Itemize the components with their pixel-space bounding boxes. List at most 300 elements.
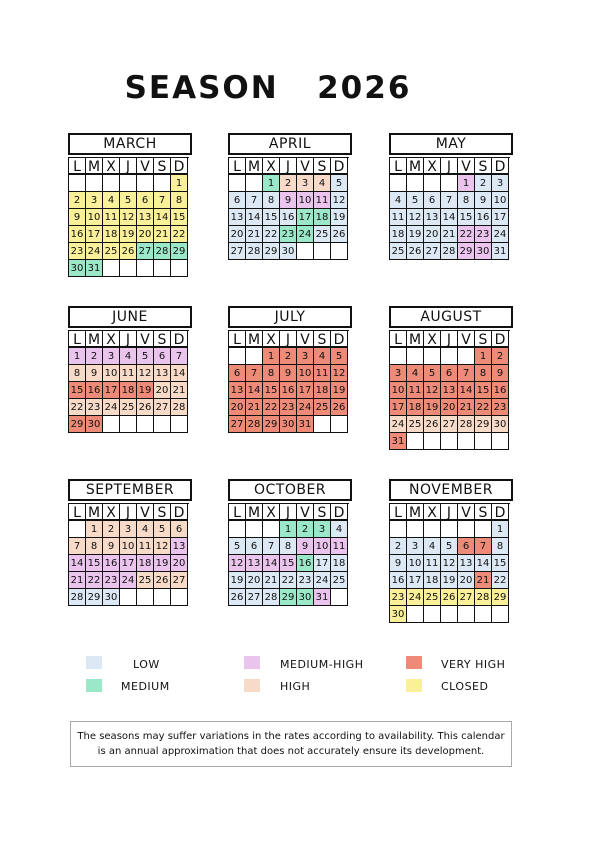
day-cell: 20 (171, 555, 188, 572)
weekday-header: S (475, 504, 492, 521)
weekday-header: J (441, 331, 458, 348)
day-cell: 13 (137, 209, 154, 226)
day-cell: 27 (154, 399, 171, 416)
weekday-header: D (171, 158, 188, 175)
empty-cell (458, 348, 475, 365)
day-cell: 12 (331, 192, 348, 209)
weekday-header: S (314, 331, 331, 348)
day-cell: 13 (154, 365, 171, 382)
empty-cell (137, 175, 154, 192)
day-cell: 16 (280, 209, 297, 226)
empty-cell (103, 260, 120, 277)
weekday-header: D (492, 158, 509, 175)
weekday-header: X (424, 158, 441, 175)
day-cell: 28 (246, 243, 263, 260)
day-cell: 15 (69, 382, 86, 399)
day-cell: 18 (314, 382, 331, 399)
day-cell: 13 (458, 555, 475, 572)
day-cell: 8 (280, 538, 297, 555)
month-name: NOVEMBER (389, 479, 513, 501)
day-cell: 4 (120, 348, 137, 365)
empty-cell (263, 521, 280, 538)
day-cell: 16 (475, 209, 492, 226)
day-cell: 30 (297, 589, 314, 606)
month-september (68, 479, 192, 606)
weekday-header: V (297, 158, 314, 175)
day-cell: 17 (314, 555, 331, 572)
day-cell: 25 (103, 243, 120, 260)
legend-label: MEDIUM-HIGH (280, 658, 364, 671)
day-cell: 1 (458, 175, 475, 192)
day-cell: 23 (297, 572, 314, 589)
empty-cell (229, 175, 246, 192)
day-cell: 16 (390, 572, 407, 589)
day-cell: 1 (263, 348, 280, 365)
empty-cell (458, 433, 475, 450)
empty-cell (441, 175, 458, 192)
empty-cell (475, 521, 492, 538)
weekday-header: D (331, 504, 348, 521)
day-cell: 13 (171, 538, 188, 555)
day-cell: 6 (229, 192, 246, 209)
day-cell: 2 (280, 175, 297, 192)
legend-swatch (244, 679, 260, 692)
empty-cell (154, 589, 171, 606)
day-cell: 6 (441, 365, 458, 382)
day-cell: 9 (69, 209, 86, 226)
month-grid (389, 330, 510, 450)
day-cell: 6 (458, 538, 475, 555)
day-cell: 7 (69, 538, 86, 555)
day-cell: 15 (280, 555, 297, 572)
day-cell: 10 (492, 192, 509, 209)
day-cell: 30 (103, 589, 120, 606)
empty-cell (314, 243, 331, 260)
weekday-header: M (246, 158, 263, 175)
weekday-header: J (120, 158, 137, 175)
day-cell: 29 (263, 243, 280, 260)
empty-cell (103, 416, 120, 433)
day-cell: 3 (86, 192, 103, 209)
day-cell: 9 (297, 538, 314, 555)
weekday-header: L (229, 331, 246, 348)
day-cell: 22 (171, 226, 188, 243)
empty-cell (246, 348, 263, 365)
empty-cell (424, 348, 441, 365)
day-cell: 28 (441, 243, 458, 260)
weekday-header: S (314, 504, 331, 521)
day-cell: 10 (120, 538, 137, 555)
weekday-header: V (297, 331, 314, 348)
weekday-header: J (120, 504, 137, 521)
day-cell: 14 (441, 209, 458, 226)
empty-cell (154, 416, 171, 433)
day-cell: 21 (154, 226, 171, 243)
month-august (389, 306, 513, 450)
month-july (228, 306, 352, 433)
month-grid (389, 157, 510, 260)
day-cell: 5 (154, 521, 171, 538)
weekday-header: X (263, 158, 280, 175)
day-cell: 15 (458, 209, 475, 226)
empty-cell (137, 589, 154, 606)
weekday-header: X (424, 331, 441, 348)
day-cell: 19 (120, 226, 137, 243)
day-cell: 2 (69, 192, 86, 209)
day-cell: 20 (424, 226, 441, 243)
empty-cell (390, 521, 407, 538)
day-cell: 5 (441, 538, 458, 555)
day-cell: 29 (263, 416, 280, 433)
empty-cell (331, 589, 348, 606)
day-cell: 23 (475, 226, 492, 243)
day-cell: 17 (120, 555, 137, 572)
day-cell: 22 (475, 399, 492, 416)
empty-cell (154, 175, 171, 192)
empty-cell (137, 416, 154, 433)
day-cell: 24 (314, 572, 331, 589)
day-cell: 17 (103, 382, 120, 399)
day-cell: 22 (280, 572, 297, 589)
day-cell: 28 (263, 589, 280, 606)
day-cell: 27 (424, 243, 441, 260)
day-cell: 4 (331, 521, 348, 538)
month-name: AUGUST (389, 306, 513, 328)
empty-cell (246, 175, 263, 192)
day-cell: 4 (314, 348, 331, 365)
day-cell: 25 (120, 399, 137, 416)
day-cell: 5 (331, 348, 348, 365)
weekday-header: L (229, 504, 246, 521)
day-cell: 11 (314, 365, 331, 382)
legend-swatch (86, 656, 102, 669)
day-cell: 11 (137, 538, 154, 555)
day-cell: 17 (297, 382, 314, 399)
day-cell: 13 (229, 209, 246, 226)
month-name: OCTOBER (228, 479, 352, 501)
empty-cell (407, 521, 424, 538)
empty-cell (441, 521, 458, 538)
notice-text: The seasons may suffer variations in the rates according to availability. This calendar is an annual approximation that does not accurately ensure its development. (77, 731, 505, 757)
day-cell: 6 (424, 192, 441, 209)
empty-cell (424, 175, 441, 192)
day-cell: 8 (458, 192, 475, 209)
day-cell: 19 (407, 226, 424, 243)
day-cell: 9 (103, 538, 120, 555)
day-cell: 11 (331, 538, 348, 555)
day-cell: 22 (86, 572, 103, 589)
month-name: SEPTEMBER (68, 479, 192, 501)
day-cell: 18 (424, 572, 441, 589)
day-cell: 11 (314, 192, 331, 209)
day-cell: 23 (103, 572, 120, 589)
day-cell: 7 (246, 365, 263, 382)
day-cell: 24 (297, 226, 314, 243)
weekday-header: L (69, 331, 86, 348)
weekday-header: J (120, 331, 137, 348)
day-cell: 28 (475, 589, 492, 606)
empty-cell (331, 416, 348, 433)
day-cell: 7 (171, 348, 188, 365)
day-cell: 26 (424, 416, 441, 433)
weekday-header: D (331, 331, 348, 348)
day-cell: 21 (458, 399, 475, 416)
empty-cell (441, 348, 458, 365)
day-cell: 18 (331, 555, 348, 572)
day-cell: 1 (86, 521, 103, 538)
weekday-header: V (137, 504, 154, 521)
month-april (228, 133, 352, 260)
day-cell: 6 (171, 521, 188, 538)
day-cell: 15 (263, 382, 280, 399)
empty-cell (407, 606, 424, 623)
day-cell: 10 (390, 382, 407, 399)
day-cell: 22 (263, 399, 280, 416)
day-cell: 26 (331, 226, 348, 243)
month-grid (228, 503, 349, 606)
weekday-header: V (458, 504, 475, 521)
weekday-header: D (171, 504, 188, 521)
day-cell: 12 (229, 555, 246, 572)
day-cell: 12 (331, 365, 348, 382)
day-cell: 5 (331, 175, 348, 192)
day-cell: 1 (492, 521, 509, 538)
empty-cell (458, 521, 475, 538)
weekday-header: X (103, 504, 120, 521)
empty-cell (171, 416, 188, 433)
day-cell: 7 (441, 192, 458, 209)
empty-cell (475, 433, 492, 450)
day-cell: 1 (171, 175, 188, 192)
day-cell: 24 (120, 572, 137, 589)
day-cell: 3 (314, 521, 331, 538)
weekday-header: S (314, 158, 331, 175)
day-cell: 12 (424, 382, 441, 399)
day-cell: 4 (407, 365, 424, 382)
day-cell: 3 (120, 521, 137, 538)
day-cell: 2 (280, 348, 297, 365)
day-cell: 8 (69, 365, 86, 382)
day-cell: 28 (458, 416, 475, 433)
empty-cell (407, 175, 424, 192)
day-cell: 13 (246, 555, 263, 572)
month-october (228, 479, 352, 606)
day-cell: 28 (154, 243, 171, 260)
day-cell: 7 (458, 365, 475, 382)
day-cell: 1 (475, 348, 492, 365)
empty-cell (297, 243, 314, 260)
day-cell: 2 (86, 348, 103, 365)
weekday-header: M (86, 331, 103, 348)
day-cell: 13 (229, 382, 246, 399)
weekday-header: M (407, 504, 424, 521)
empty-cell (120, 260, 137, 277)
month-grid (228, 330, 349, 433)
day-cell: 21 (246, 399, 263, 416)
day-cell: 3 (390, 365, 407, 382)
day-cell: 26 (229, 589, 246, 606)
empty-cell (475, 606, 492, 623)
day-cell: 29 (86, 589, 103, 606)
weekday-header: S (475, 158, 492, 175)
weekday-header: D (492, 331, 509, 348)
day-cell: 16 (86, 382, 103, 399)
day-cell: 30 (280, 243, 297, 260)
day-cell: 24 (407, 589, 424, 606)
day-cell: 14 (246, 209, 263, 226)
day-cell: 20 (137, 226, 154, 243)
weekday-header: M (86, 504, 103, 521)
day-cell: 5 (137, 348, 154, 365)
day-cell: 6 (229, 365, 246, 382)
day-cell: 4 (103, 192, 120, 209)
day-cell: 2 (390, 538, 407, 555)
day-cell: 21 (475, 572, 492, 589)
day-cell: 30 (475, 243, 492, 260)
legend-swatch (406, 679, 422, 692)
weekday-header: M (407, 158, 424, 175)
weekday-header: J (280, 158, 297, 175)
day-cell: 2 (103, 521, 120, 538)
day-cell: 18 (407, 399, 424, 416)
weekday-header: D (331, 158, 348, 175)
day-cell: 20 (229, 226, 246, 243)
day-cell: 6 (246, 538, 263, 555)
weekday-header: J (280, 504, 297, 521)
day-cell: 4 (137, 521, 154, 538)
day-cell: 18 (120, 382, 137, 399)
weekday-header: M (86, 158, 103, 175)
day-cell: 24 (297, 399, 314, 416)
day-cell: 11 (424, 555, 441, 572)
day-cell: 15 (86, 555, 103, 572)
weekday-header: V (137, 158, 154, 175)
weekday-header: V (458, 158, 475, 175)
day-cell: 31 (86, 260, 103, 277)
day-cell: 12 (154, 538, 171, 555)
day-cell: 28 (69, 589, 86, 606)
empty-cell (424, 433, 441, 450)
day-cell: 8 (171, 192, 188, 209)
day-cell: 17 (86, 226, 103, 243)
day-cell: 10 (297, 192, 314, 209)
month-grid (68, 503, 189, 606)
day-cell: 10 (314, 538, 331, 555)
empty-cell (86, 175, 103, 192)
weekday-header: M (246, 504, 263, 521)
day-cell: 22 (69, 399, 86, 416)
empty-cell (154, 260, 171, 277)
day-cell: 27 (229, 243, 246, 260)
day-cell: 31 (390, 433, 407, 450)
day-cell: 18 (103, 226, 120, 243)
day-cell: 27 (137, 243, 154, 260)
day-cell: 7 (154, 192, 171, 209)
day-cell: 17 (390, 399, 407, 416)
day-cell: 15 (263, 209, 280, 226)
weekday-header: L (390, 331, 407, 348)
day-cell: 16 (492, 382, 509, 399)
day-cell: 22 (492, 572, 509, 589)
day-cell: 9 (280, 365, 297, 382)
weekday-header: X (424, 504, 441, 521)
day-cell: 27 (441, 416, 458, 433)
day-cell: 19 (441, 572, 458, 589)
day-cell: 11 (407, 382, 424, 399)
weekday-header: D (171, 331, 188, 348)
day-cell: 31 (297, 416, 314, 433)
day-cell: 2 (475, 175, 492, 192)
day-cell: 9 (475, 192, 492, 209)
day-cell: 29 (458, 243, 475, 260)
empty-cell (229, 521, 246, 538)
weekday-header: M (407, 331, 424, 348)
month-november (389, 479, 513, 623)
day-cell: 2 (492, 348, 509, 365)
day-cell: 4 (390, 192, 407, 209)
day-cell: 12 (137, 365, 154, 382)
day-cell: 15 (492, 555, 509, 572)
day-cell: 23 (69, 243, 86, 260)
day-cell: 26 (137, 399, 154, 416)
weekday-header: S (154, 504, 171, 521)
day-cell: 6 (137, 192, 154, 209)
day-cell: 20 (154, 382, 171, 399)
day-cell: 14 (171, 365, 188, 382)
empty-cell (424, 521, 441, 538)
empty-cell (103, 175, 120, 192)
day-cell: 24 (492, 226, 509, 243)
day-cell: 4 (314, 175, 331, 192)
day-cell: 14 (475, 555, 492, 572)
month-grid (68, 157, 189, 277)
empty-cell (69, 521, 86, 538)
day-cell: 6 (154, 348, 171, 365)
day-cell: 18 (137, 555, 154, 572)
day-cell: 16 (280, 382, 297, 399)
day-cell: 15 (171, 209, 188, 226)
day-cell: 3 (297, 348, 314, 365)
day-cell: 26 (407, 243, 424, 260)
legend-label: HIGH (280, 680, 311, 693)
day-cell: 25 (407, 416, 424, 433)
empty-cell (246, 521, 263, 538)
weekday-header: L (229, 158, 246, 175)
day-cell: 17 (407, 572, 424, 589)
day-cell: 26 (154, 572, 171, 589)
weekday-header: V (137, 331, 154, 348)
day-cell: 10 (407, 555, 424, 572)
weekday-header: L (390, 504, 407, 521)
day-cell: 3 (297, 175, 314, 192)
day-cell: 12 (441, 555, 458, 572)
day-cell: 21 (263, 572, 280, 589)
day-cell: 22 (458, 226, 475, 243)
day-cell: 24 (103, 399, 120, 416)
day-cell: 19 (229, 572, 246, 589)
day-cell: 21 (171, 382, 188, 399)
day-cell: 14 (458, 382, 475, 399)
day-cell: 31 (314, 589, 331, 606)
day-cell: 29 (475, 416, 492, 433)
month-name: APRIL (228, 133, 352, 155)
day-cell: 28 (246, 416, 263, 433)
empty-cell (171, 589, 188, 606)
day-cell: 5 (120, 192, 137, 209)
day-cell: 22 (263, 226, 280, 243)
day-cell: 9 (86, 365, 103, 382)
weekday-header: J (441, 158, 458, 175)
